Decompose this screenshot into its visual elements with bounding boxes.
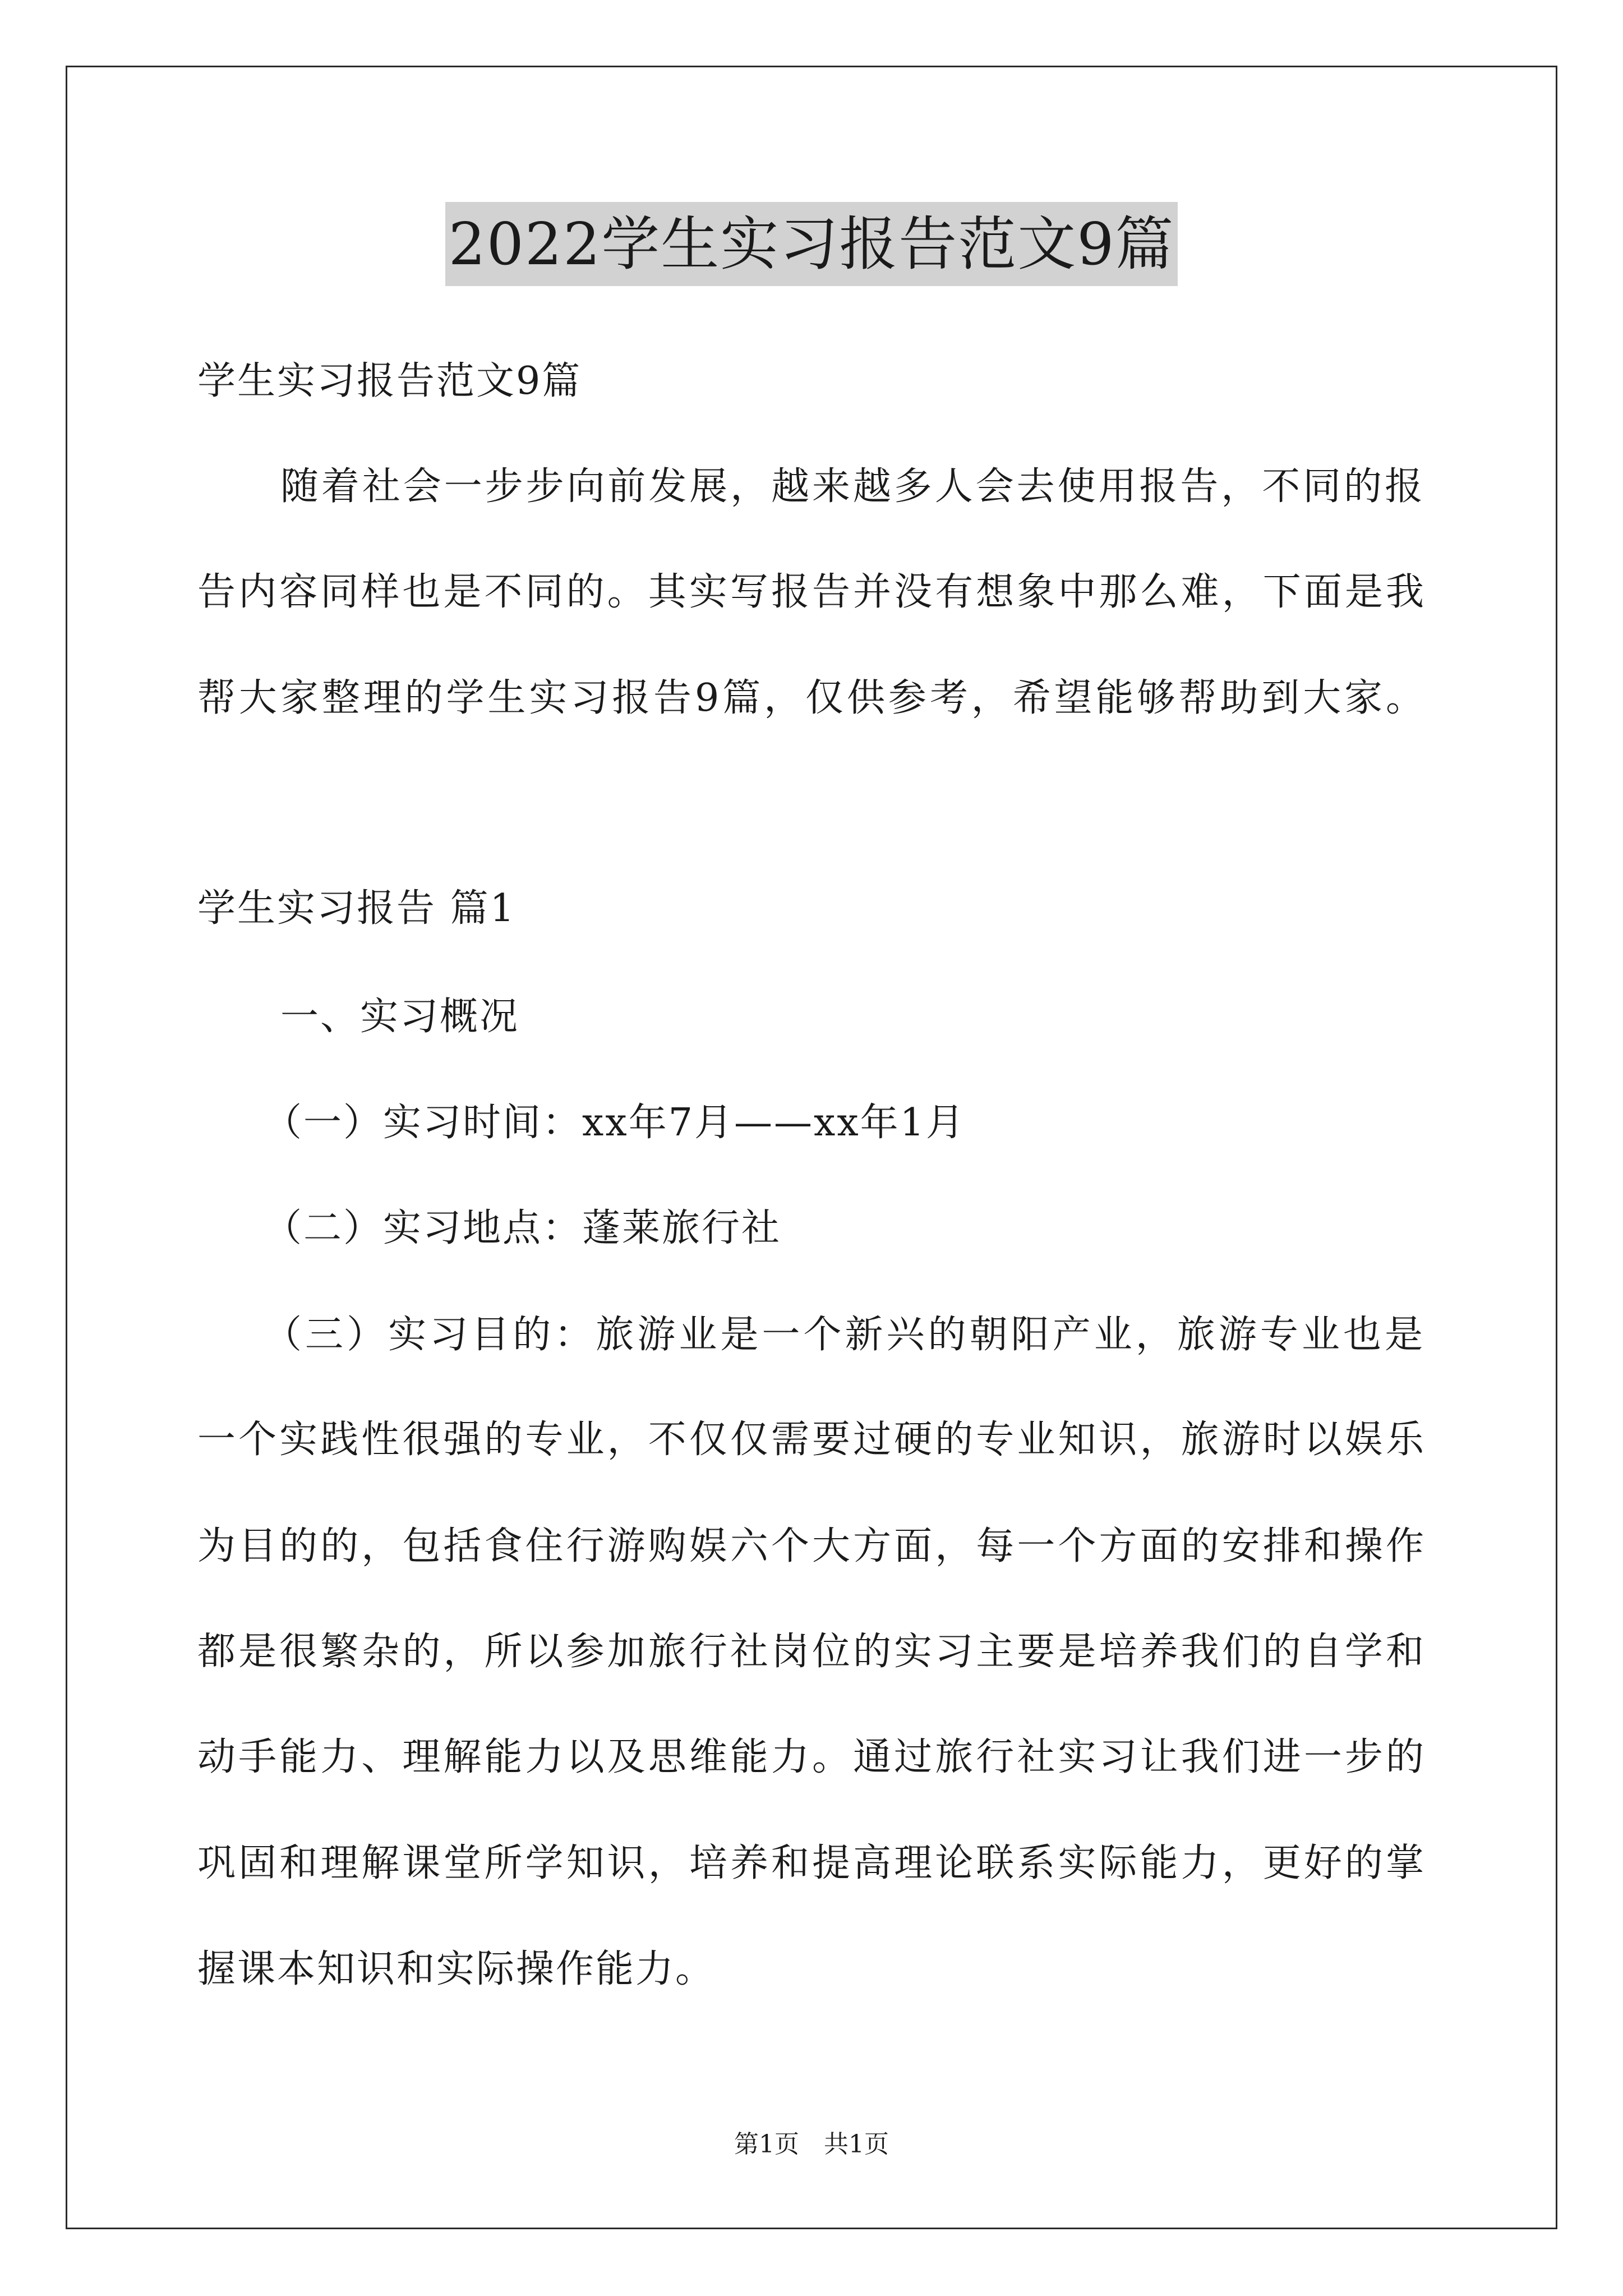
- document-subtitle: 学生实习报告范文9篇: [197, 359, 582, 403]
- intro-line-2: 告内容同样也是不同的。其实写报告并没有想象中那么难，下面是我: [197, 570, 1426, 614]
- purpose-line-1: （三）实习目的：旅游业是一个新兴的朝阳产业，旅游专业也是: [264, 1313, 1424, 1357]
- document-title: [0, 202, 1623, 286]
- purpose-line-5: 动手能力、理解能力以及思维能力。通过旅行社实习让我们进一步的: [197, 1735, 1426, 1779]
- item-internship-place: （二）实习地点：蓬莱旅行社: [264, 1206, 782, 1250]
- overview-heading: 一、实习概况: [280, 995, 520, 1039]
- purpose-line-3: 为目的的，包括食住行游购娱六个大方面，每一个方面的安排和操作: [197, 1524, 1426, 1568]
- purpose-line-2: 一个实践性很强的专业，不仅仅需要过硬的专业知识，旅游时以娱乐: [197, 1418, 1426, 1462]
- section-heading: 学生实习报告 篇1: [197, 886, 516, 931]
- item-internship-time: （一）实习时间：xx年7月——xx年1月: [264, 1101, 966, 1145]
- intro-line-1: 随着社会一步步向前发展，越来越多人会去使用报告，不同的报: [280, 464, 1424, 509]
- purpose-line-6: 巩固和理解课堂所学知识，培养和提高理论联系实际能力，更好的掌: [197, 1841, 1426, 1885]
- document-title-text: 2022学生实习报告范文9篇: [445, 202, 1178, 286]
- purpose-line-7: 握课本知识和实际操作能力。: [197, 1947, 716, 1991]
- purpose-line-4: 都是很繁杂的，所以参加旅行社岗位的实习主要是培养我们的自学和: [197, 1630, 1426, 1674]
- intro-line-3: 帮大家整理的学生实习报告9篇，仅供参考，希望能够帮助到大家。: [197, 676, 1426, 720]
- page-footer: 第1页 共1页: [734, 2130, 889, 2159]
